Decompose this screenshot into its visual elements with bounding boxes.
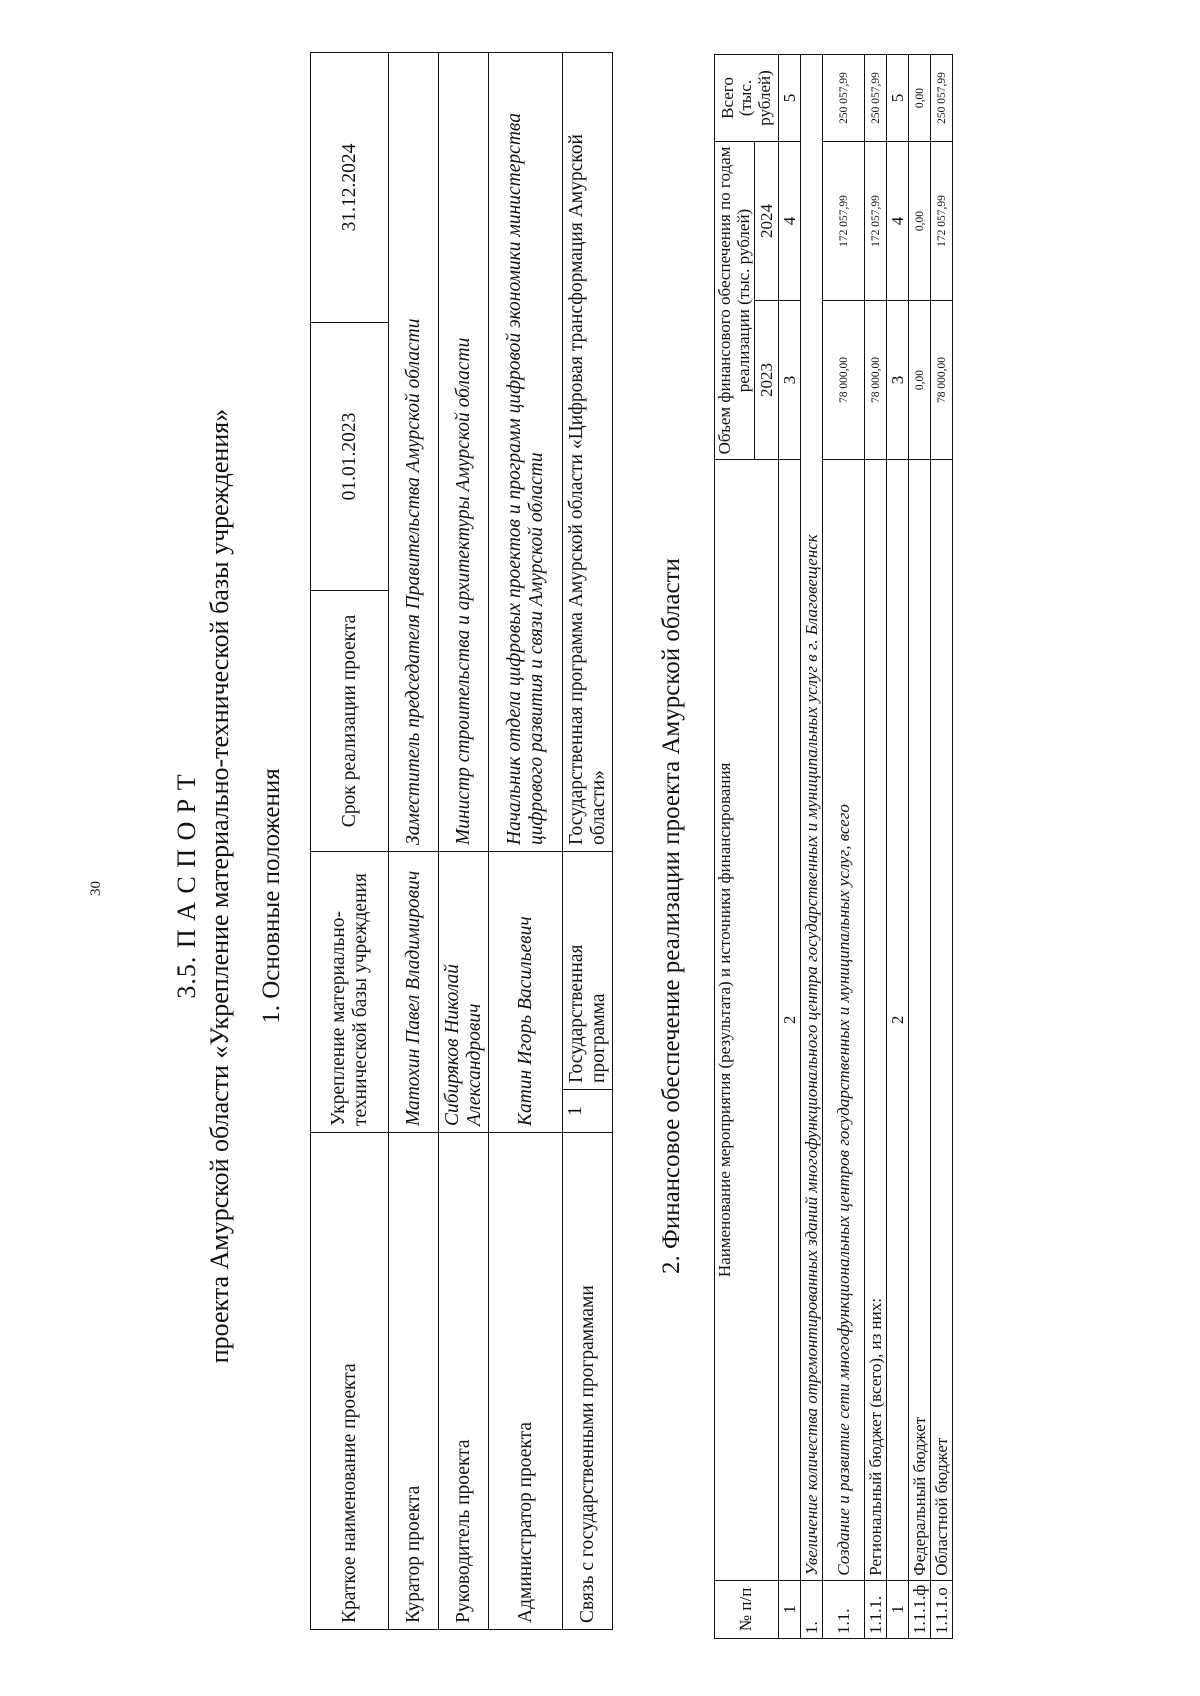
cell-number: 1 (779, 1580, 801, 1638)
cell-total: 5 (887, 55, 909, 142)
cell-number: 1 (887, 1580, 909, 1638)
program-type: Государственная программа (563, 852, 613, 1090)
cell-2024: 172 057,99 (823, 142, 865, 301)
cell-number: 1.1.1. (865, 1580, 887, 1638)
cell-total: 0,00 (909, 55, 931, 142)
cell-2024: 4 (887, 142, 909, 301)
cell-name: Федеральный бюджет (909, 460, 931, 1581)
cell-name: Региональный бюджет (всего), из них: (865, 460, 887, 1581)
period-end: 31.12.2024 (311, 53, 389, 323)
cell-2024: 4 (779, 142, 801, 301)
period-start: 01.01.2023 (311, 323, 389, 591)
col-header-2023: 2023 (755, 301, 779, 460)
curator-name: Матохин Павел Владимирович (389, 852, 439, 1133)
table-row (909, 55, 931, 1639)
section2-heading: 2. Финансовое обеспечение реализации проекта Амурской области (658, 558, 685, 1274)
cell-total: 250 057,99 (823, 55, 865, 142)
project-short-name: Укрепление материально-технической базы учреждения (311, 852, 389, 1133)
cell-2024: 172 057,99 (931, 142, 953, 301)
cell-total: 250 057,99 (865, 55, 887, 142)
document-title: 3.5. П А С П О Р Т (172, 773, 201, 999)
head-name: Сибиряков Николай Александрович (439, 852, 489, 1133)
table-row (311, 53, 389, 1630)
cell-total: 5 (779, 55, 801, 142)
cell-number: 1.1.1.о (931, 1580, 953, 1638)
cell-2023: 78 000,00 (865, 301, 887, 460)
cell-name: Областной бюджет (931, 460, 953, 1581)
col-header-name: Наименование мероприятия (результата) и источники финансирования (715, 460, 779, 1581)
program-number: 1 (563, 1090, 613, 1133)
admin-position: Начальник отдела цифровых проектов и программ цифровой экономики министерства цифрового развития и связи Амурской области (489, 53, 563, 852)
table-row (779, 55, 801, 1639)
table-row (887, 55, 909, 1639)
main-provisions-table (310, 52, 613, 1630)
page-number: 30 (88, 881, 104, 896)
table-row (801, 55, 823, 1639)
cell-name: 2 (887, 460, 909, 1581)
document-subtitle: проекта Амурской области «Укрепление материально-технической базы учреждения» (205, 408, 234, 1364)
head-position: Министр строительства и архитектуры Амурской области (439, 53, 489, 852)
col-header-total: Всего (тыс. рублей) (715, 55, 779, 142)
table-row (489, 53, 563, 1630)
cell-2023: 78 000,00 (823, 301, 865, 460)
row-label: Администратор проекта (489, 1133, 563, 1630)
cell-name: 2 (779, 460, 801, 1581)
col-header-volume: Объем финансового обеспечения по годам реализации (тыс. рублей) (715, 142, 755, 460)
table-row (563, 53, 613, 1630)
cell-number: 1.1. (823, 1580, 865, 1638)
cell-name: Увеличение количества отремонтированных зданий многофункционального центра государственных и муниципальных услуг в г. Благовещенск (801, 55, 823, 1581)
cell-2023: 78 000,00 (931, 301, 953, 460)
cell-2023: 3 (887, 301, 909, 460)
period-label: Срок реализации проекта (311, 591, 389, 852)
curator-position: Заместитель председателя Правительства Амурской области (389, 53, 439, 852)
row-label: Краткое наименование проекта (311, 1133, 389, 1630)
row-label: Связь с государственными программами (563, 1133, 613, 1630)
cell-number: 1. (801, 1580, 823, 1638)
row-label: Куратор проекта (389, 1133, 439, 1630)
cell-2023: 3 (779, 301, 801, 460)
program-name: Государственная программа Амурской области «Цифровая трансформация Амурской области» (563, 53, 613, 852)
table-row (823, 55, 865, 1639)
table-row (931, 55, 953, 1639)
cell-number: 1.1.1.ф (909, 1580, 931, 1638)
table-header-row (715, 55, 755, 1639)
cell-name: Создание и развитие сети многофункциональных центров государственных и муниципальных услуг, всего (823, 460, 865, 1581)
table-row (389, 53, 439, 1630)
row-label: Руководитель проекта (439, 1133, 489, 1630)
cell-2024: 172 057,99 (865, 142, 887, 301)
admin-name: Катин Игорь Васильевич (489, 852, 563, 1133)
cell-2023: 0,00 (909, 301, 931, 460)
cell-2024: 0,00 (909, 142, 931, 301)
col-header-number: № п/п (715, 1580, 779, 1638)
financing-table (714, 54, 953, 1639)
cell-total: 250 057,99 (931, 55, 953, 142)
table-row (439, 53, 489, 1630)
col-header-2024: 2024 (755, 142, 779, 301)
table-row (865, 55, 887, 1639)
section1-heading: 1. Основные положения (258, 768, 285, 1024)
